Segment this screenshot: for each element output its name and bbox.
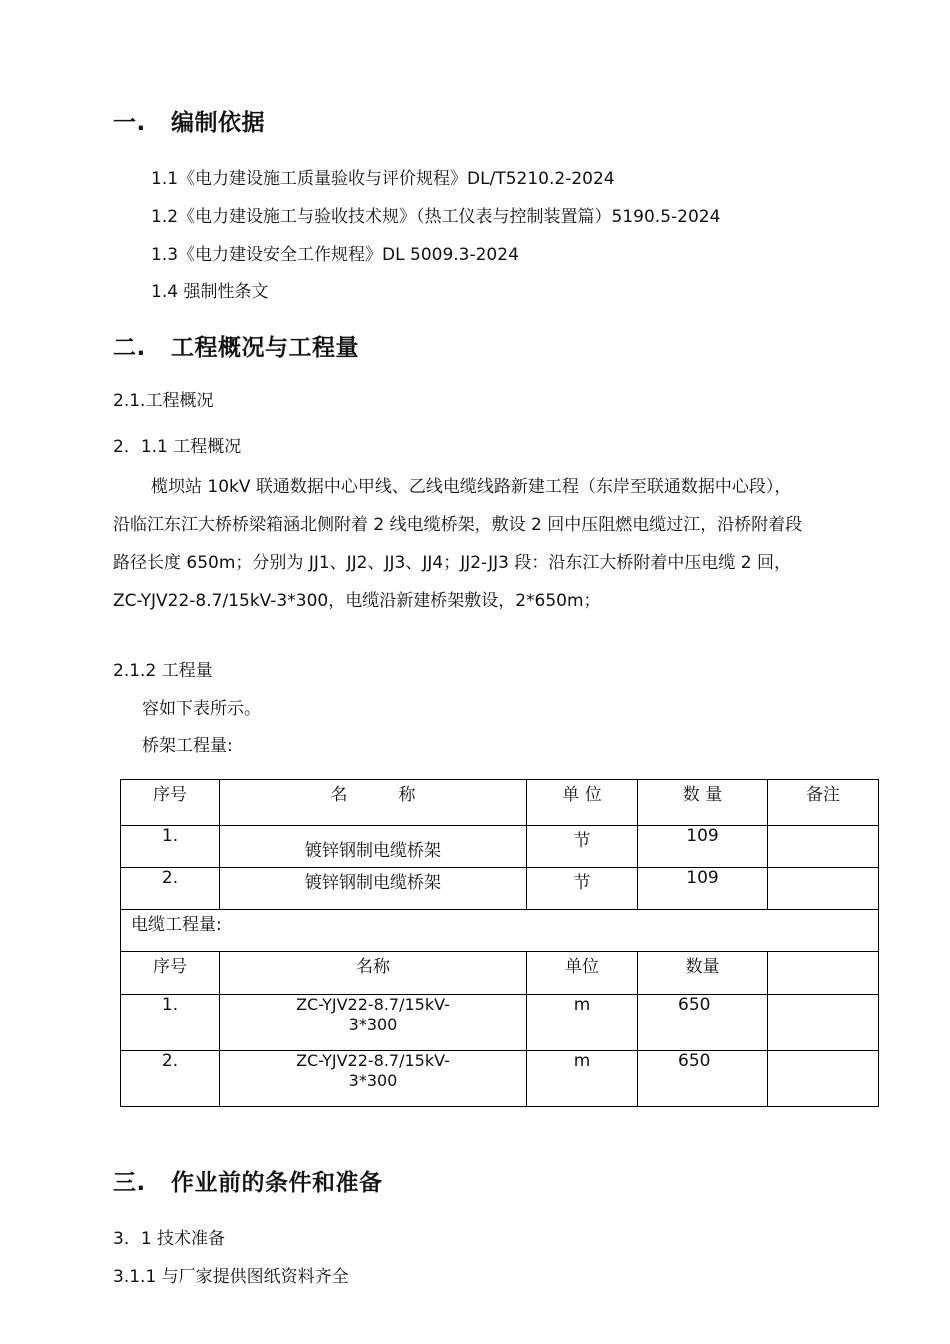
subsection-2-1: 2.1.工程概况 bbox=[113, 391, 214, 411]
cable-spec-line: 3*300 bbox=[348, 1015, 398, 1034]
header-cell: 备注 bbox=[768, 780, 879, 826]
subsection-3-1-1: 3.1.1 与厂家提供图纸资料齐全 bbox=[113, 1267, 349, 1287]
table-cell bbox=[768, 1051, 879, 1107]
section-3-heading bbox=[113, 1164, 383, 1197]
table-cell bbox=[220, 995, 527, 1051]
paragraph-line: ZC-YJV22-8.7/15kV-3*300，电缆沿新建桥架敷设，2*650m； bbox=[113, 591, 601, 611]
header-cell: 名称 bbox=[220, 952, 527, 995]
section-2-heading bbox=[113, 329, 359, 362]
header-cell: 序号 bbox=[121, 952, 220, 995]
table-cell: 1. bbox=[121, 826, 220, 868]
section-1-number: 一. bbox=[113, 110, 146, 136]
table-cell: 2. bbox=[121, 868, 220, 910]
section-3-title: 作业前的条件和准备 bbox=[171, 1170, 383, 1196]
table-cell bbox=[768, 868, 879, 910]
table-intro-note: 容如下表所示。 bbox=[142, 699, 261, 719]
table-cell bbox=[768, 995, 879, 1051]
table-cell: 109 bbox=[638, 826, 768, 868]
table-cell: 镀锌钢制电缆桥架 bbox=[220, 868, 527, 910]
cable-spec-line: ZC-YJV22-8.7/15kV- bbox=[296, 1051, 450, 1070]
bridge-table-caption: 桥架工程量: bbox=[142, 736, 233, 756]
paragraph-line: 沿临江东江大桥桥梁箱涵北侧附着 2 线电缆桥架，敷设 2 回中压阻燃电缆过江，沿桥附着段 bbox=[113, 515, 803, 535]
header-cell: 序号 bbox=[121, 780, 220, 826]
cable-spec-line: ZC-YJV22-8.7/15kV- bbox=[296, 995, 450, 1014]
section-1-heading bbox=[113, 104, 265, 137]
subsection-3-1: 3．1 技术准备 bbox=[113, 1229, 226, 1249]
header-cell: 名 称 bbox=[220, 780, 527, 826]
table-row bbox=[121, 995, 879, 1051]
reference-item-3: 1.3《电力建设安全工作规程》DL 5009.3-2024 bbox=[151, 245, 519, 265]
subsection-2-1-1: 2．1.1 工程概况 bbox=[113, 437, 242, 457]
table-cell: m bbox=[527, 1051, 638, 1107]
reference-item-2: 1.2《电力建设施工与验收技术规》（热工仪表与控制装置篇）5190.5-2024 bbox=[151, 207, 721, 227]
paragraph-line: 榄坝站 10kV 联通数据中心甲线、乙线电缆线路新建工程（东岸至联通数据中心段）， bbox=[151, 477, 792, 497]
table-cell: 镀锌钢制电缆桥架 bbox=[220, 826, 527, 868]
subsection-2-1-2: 2.1.2 工程量 bbox=[113, 661, 213, 681]
table-row bbox=[121, 868, 879, 910]
reference-item-1: 1.1《电力建设施工质量验收与评价规程》DL/T5210.2-2024 bbox=[151, 169, 615, 189]
table-cell: 2. bbox=[121, 1051, 220, 1107]
cable-spec-line: 3*300 bbox=[348, 1071, 398, 1090]
cable-table-header bbox=[121, 952, 879, 995]
table-cell bbox=[220, 1051, 527, 1107]
header-cell: 单 位 bbox=[527, 780, 638, 826]
table-cell: 节 bbox=[527, 868, 638, 910]
table-cell: 109 bbox=[638, 868, 768, 910]
quantity-table bbox=[120, 779, 879, 1107]
table-row bbox=[121, 826, 879, 868]
section-2-title: 工程概况与工程量 bbox=[171, 335, 359, 361]
table-cell: m bbox=[527, 995, 638, 1051]
bridge-table-header bbox=[121, 780, 879, 826]
header-cell: 数 量 bbox=[638, 780, 768, 826]
section-3-number: 三. bbox=[113, 1170, 146, 1196]
cable-table-caption: 电缆工程量: bbox=[121, 910, 879, 952]
cable-table-caption-row bbox=[121, 910, 879, 952]
overview-paragraph bbox=[113, 468, 893, 620]
header-cell bbox=[768, 952, 879, 995]
table-cell: 节 bbox=[527, 826, 638, 868]
section-2-number: 二. bbox=[113, 335, 146, 361]
reference-item-4: 1.4 强制性条文 bbox=[151, 282, 269, 302]
section-1-title: 编制依据 bbox=[171, 110, 265, 136]
table-row bbox=[121, 1051, 879, 1107]
paragraph-line: 路径长度 650m；分别为 JJ1、JJ2、JJ3、JJ4；JJ2-JJ3 段：沿东江大桥附着中压电缆 2 回， bbox=[113, 553, 791, 573]
table-cell: 650 bbox=[638, 995, 768, 1051]
header-cell: 单位 bbox=[527, 952, 638, 995]
table-cell bbox=[768, 826, 879, 868]
header-cell: 数量 bbox=[638, 952, 768, 995]
table-cell: 1. bbox=[121, 995, 220, 1051]
table-cell: 650 bbox=[638, 1051, 768, 1107]
